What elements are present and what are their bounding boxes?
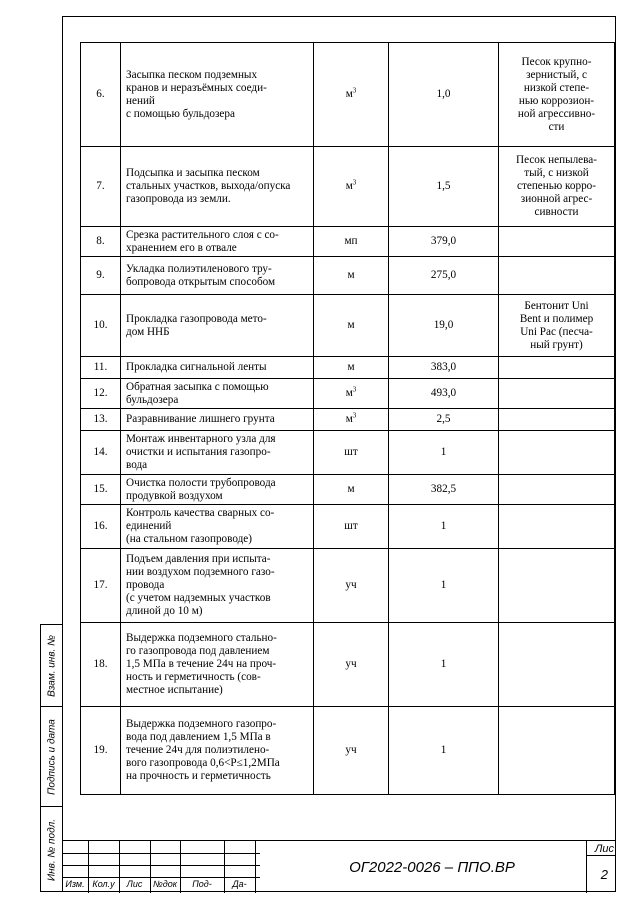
work-description-text: Укладка полиэтиленового тру- бопровода открытым способом	[126, 262, 276, 288]
quantity-text: 1	[440, 579, 447, 591]
unit-of-measure-text: м	[347, 483, 355, 495]
row-number-text: 17.	[93, 579, 108, 591]
unit-of-measure-text: м	[345, 413, 353, 425]
unit-of-measure-text: уч	[345, 744, 357, 756]
quantity	[389, 431, 499, 475]
work-description-text: Разравнивание лишнего грунта	[126, 413, 275, 425]
note	[499, 295, 615, 357]
quantity	[389, 257, 499, 295]
unit-of-measure-text: м	[345, 88, 353, 100]
table-row	[81, 549, 615, 623]
unit-of-measure	[314, 357, 389, 379]
unit-of-measure-text: м	[345, 387, 353, 399]
quantity-text: 1	[440, 520, 447, 532]
note	[499, 357, 615, 379]
note	[499, 431, 615, 475]
unit-of-measure-text: мп	[344, 235, 358, 247]
table-row	[81, 475, 615, 505]
work-description-text: Прокладка газопровода мето- дом ННБ	[126, 312, 267, 338]
unit-of-measure	[314, 623, 389, 707]
table-row	[81, 357, 615, 379]
table-row	[81, 505, 615, 549]
unit-superscript: 3	[352, 385, 357, 394]
table-row	[81, 227, 615, 257]
work-description-text: Монтаж инвентарного узла для очистки и испытания газопро- вода	[126, 433, 276, 471]
row-number-text: 12.	[93, 387, 108, 399]
unit-of-measure	[314, 257, 389, 295]
tb-divider	[586, 841, 587, 893]
unit-of-measure	[314, 707, 389, 795]
quantity	[389, 409, 499, 431]
work-description	[121, 295, 314, 357]
row-number	[81, 43, 121, 147]
tb-row-line	[62, 877, 260, 878]
quantity-text: 1	[440, 744, 447, 756]
work-description	[121, 227, 314, 257]
row-number	[81, 707, 121, 795]
table-row	[81, 707, 615, 795]
tb-row-line	[62, 853, 260, 854]
n-dok-label: №док	[153, 879, 177, 889]
table-row	[81, 623, 615, 707]
works-table	[80, 42, 615, 795]
unit-of-measure-text: м	[347, 269, 355, 281]
sheet-label: Лис	[594, 843, 614, 855]
stamp-strip	[40, 624, 62, 892]
row-number	[81, 257, 121, 295]
work-description	[121, 257, 314, 295]
row-number	[81, 147, 121, 227]
work-description	[121, 475, 314, 505]
work-description-text: Прокладка сигнальной ленты	[126, 361, 267, 373]
unit-of-measure	[314, 505, 389, 549]
quantity	[389, 505, 499, 549]
note	[499, 475, 615, 505]
sheet-number: 2	[600, 867, 608, 882]
row-number	[81, 295, 121, 357]
unit-superscript: 3	[352, 411, 357, 420]
unit-of-measure-text: уч	[345, 658, 357, 670]
data-label: Да-	[232, 879, 247, 889]
unit-of-measure-text: шт	[344, 520, 358, 532]
work-description-text: Выдержка подземного газопро- вода под давлением 1,5 МПа в течение 24ч для полиэтилено- вого газопровода 0,6<P≤1,2МПа на прочность и герметичность	[126, 718, 280, 782]
table-row	[81, 147, 615, 227]
row-number-text: 15.	[93, 483, 108, 495]
quantity	[389, 43, 499, 147]
quantity	[389, 379, 499, 409]
table-row	[81, 43, 615, 147]
vzam-inv-cell	[41, 625, 62, 707]
work-description-text: Контроль качества сварных со- единений (на стальном газопроводе)	[126, 507, 275, 545]
work-description-text: Срезка растительного слоя с со- хранением его в отвале	[126, 228, 279, 254]
row-number-text: 14.	[93, 446, 108, 458]
quantity-text: 1	[440, 658, 447, 670]
note	[499, 147, 615, 227]
unit-of-measure	[314, 431, 389, 475]
quantity	[389, 147, 499, 227]
row-number-text: 6.	[96, 88, 105, 100]
note	[499, 409, 615, 431]
quantity-text: 383,0	[430, 361, 457, 373]
unit-of-measure-text: шт	[344, 446, 358, 458]
quantity-text: 1	[440, 446, 447, 458]
table-row	[81, 409, 615, 431]
quantity-text: 382,5	[430, 483, 457, 495]
work-description	[121, 431, 314, 475]
work-description-text: Выдержка подземного стально- го газопровода под давлением 1,5 МПа в течение 24ч на проч- ность и герметичность (сов- местное испытание)	[126, 632, 277, 696]
note-text: Песок непылева- тый, с низкой степенью корро- зионной агрес- сивности	[516, 154, 597, 218]
table-row	[81, 431, 615, 475]
unit-superscript: 3	[352, 86, 357, 95]
title-block	[62, 840, 616, 892]
row-number	[81, 379, 121, 409]
quantity-text: 19,0	[433, 319, 454, 331]
work-description-text: Очистка полости трубопровода продувкой воздухом	[126, 476, 276, 502]
row-number-text: 13.	[93, 413, 108, 425]
unit-of-measure-text: м	[347, 361, 355, 373]
note	[499, 707, 615, 795]
quantity-text: 1,5	[436, 180, 451, 192]
work-description-text: Подсыпка и засыпка песком стальных участков, выхода/опуска газопровода из земли.	[126, 167, 291, 205]
work-description	[121, 505, 314, 549]
unit-superscript: 3	[352, 178, 357, 187]
row-number	[81, 549, 121, 623]
podpis-data-cell	[41, 707, 62, 807]
work-description-text: Подъем давления при испыта- нии воздухом подземного газо- провода (с учетом надземных участков длиной до 10 м)	[126, 553, 275, 617]
table-row	[81, 379, 615, 409]
inv-podl-cell	[41, 807, 62, 892]
row-number-text: 9.	[96, 269, 105, 281]
tb-row-line	[62, 865, 260, 866]
quantity-text: 1,0	[436, 88, 451, 100]
note	[499, 505, 615, 549]
table-row	[81, 295, 615, 357]
list-col-label: Лис	[126, 879, 143, 889]
work-description	[121, 409, 314, 431]
quantity	[389, 549, 499, 623]
tb-divider	[255, 841, 256, 893]
kol-uch-label: Кол.у	[92, 879, 115, 889]
row-number-text: 10.	[93, 319, 108, 331]
unit-of-measure-text: м	[345, 180, 353, 192]
unit-of-measure-text: уч	[345, 579, 357, 591]
note	[499, 623, 615, 707]
quantity-text: 2,5	[436, 413, 451, 425]
row-number-text: 19.	[93, 744, 108, 756]
unit-of-measure	[314, 295, 389, 357]
table-row	[81, 257, 615, 295]
note	[499, 227, 615, 257]
work-description	[121, 379, 314, 409]
note	[499, 257, 615, 295]
podp-label: Под-	[192, 879, 212, 889]
work-description-text: Обратная засыпка с помощью бульдозера	[126, 380, 269, 406]
unit-of-measure	[314, 43, 389, 147]
quantity	[389, 357, 499, 379]
row-number-text: 7.	[96, 180, 105, 192]
note	[499, 43, 615, 147]
row-number	[81, 505, 121, 549]
work-description	[121, 147, 314, 227]
izm-label: Изм.	[65, 879, 85, 889]
note	[499, 379, 615, 409]
work-description	[121, 549, 314, 623]
quantity	[389, 623, 499, 707]
row-number-text: 11.	[93, 361, 108, 373]
work-description-text: Засыпка песком подземных кранов и неразъёмных соеди- нений с помощью бульдозера	[126, 68, 267, 120]
quantity-text: 275,0	[430, 269, 457, 281]
quantity	[389, 475, 499, 505]
unit-of-measure	[314, 147, 389, 227]
document-code: ОГ2022-0026 – ППО.ВР	[349, 859, 515, 876]
tb-list-line	[586, 855, 616, 856]
note-text: Бентонит Uni Bent и полимер Uni Pac (песча- ный грунт)	[519, 299, 594, 351]
unit-of-measure	[314, 549, 389, 623]
work-description	[121, 707, 314, 795]
quantity-text: 379,0	[430, 235, 457, 247]
row-number-text: 16.	[93, 520, 108, 532]
quantity	[389, 295, 499, 357]
row-number-text: 8.	[96, 235, 105, 247]
unit-of-measure-text: м	[347, 319, 355, 331]
row-number	[81, 409, 121, 431]
row-number	[81, 431, 121, 475]
unit-of-measure	[314, 409, 389, 431]
quantity	[389, 707, 499, 795]
vzam-inv-label: Взам. инв. №	[46, 634, 57, 697]
unit-of-measure	[314, 379, 389, 409]
work-description	[121, 357, 314, 379]
work-description	[121, 43, 314, 147]
row-number	[81, 623, 121, 707]
note	[499, 549, 615, 623]
row-number	[81, 357, 121, 379]
quantity-text: 493,0	[430, 387, 457, 399]
unit-of-measure	[314, 475, 389, 505]
unit-of-measure	[314, 227, 389, 257]
work-description	[121, 623, 314, 707]
row-number-text: 18.	[93, 658, 108, 670]
row-number	[81, 475, 121, 505]
row-number	[81, 227, 121, 257]
note-text: Песок крупно- зернистый, с низкой степе- нью коррозион- ной агрессивно- сти	[517, 55, 596, 133]
podpis-data-label: Подпись и дата	[46, 718, 57, 795]
inv-podl-label: Инв. № подл.	[46, 818, 57, 881]
quantity	[389, 227, 499, 257]
